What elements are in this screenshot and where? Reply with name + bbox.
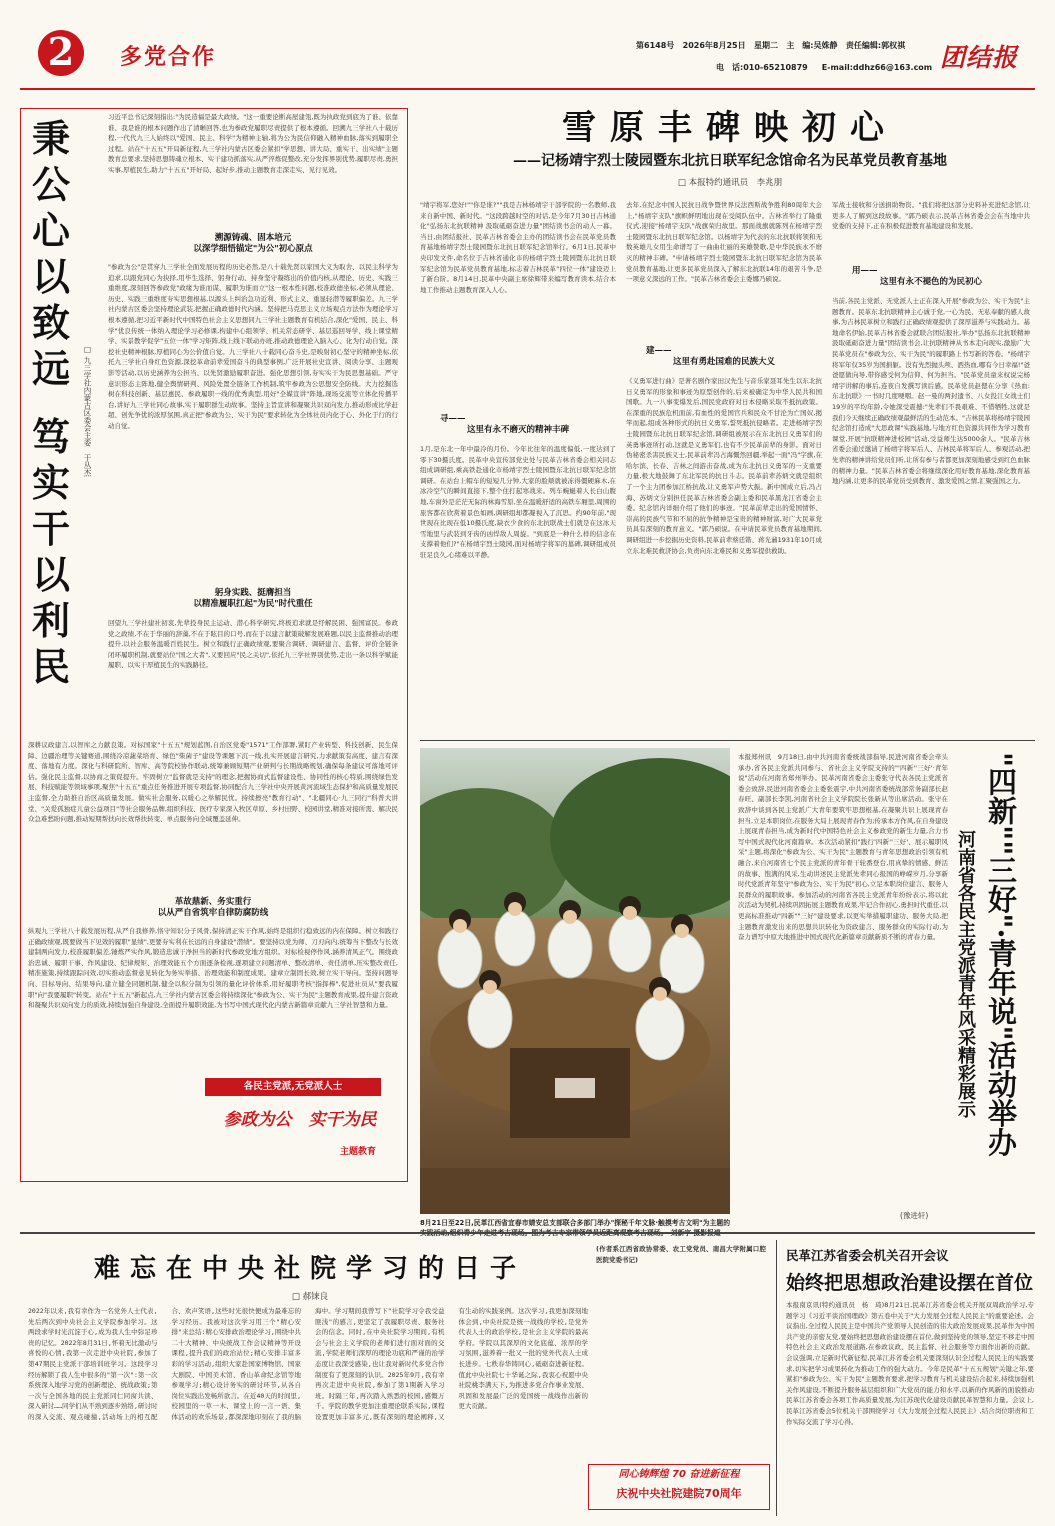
editor: 主 编:吴姝静: [786, 41, 838, 50]
email: E-mail:ddhz66@163.com: [821, 63, 933, 72]
divider: [20, 1232, 1035, 1234]
article-1-section-4-tail: [28, 1066, 200, 1174]
theme-banner: [205, 1078, 395, 1170]
article-3-subtitle: 河南省各民主党派青年风采精彩展示: [955, 830, 976, 1118]
column-divider: [776, 1240, 777, 1516]
article-1-title-char: 以: [31, 254, 70, 299]
banner-main-text: 参政为公 实干为民: [223, 1110, 377, 1130]
article-2-col-1-subtitle: 寻—— 这里有永不磨灭的精神丰碑: [440, 414, 569, 435]
article-5-body: 本报南京讯(特约通讯员 杨 琦)8月21日,民革江苏省委会机关开展双周政治学习,专题学习《习近平谈治国理政》第五卷中关于"大力发展全过程人民民主"的重要论述。会议指出,全过程人民民主是中国共产党领导人民创造的伟大政治发展成果,民革作为中国共产党的亲密友党,要始终把思想政治建设摆在首位,做到坚持党的领导,坚定不移走中国特色社会主义政治发展道路,在参政议政、民主监督、社会服务等方面作出新的贡献。会议强调,立足新时代新征程,民革江苏省委会机关要深刻认识全过程人民民主的实践要求,切实把学习成果转化为推动工作的强大动力。今年是民革"十五五规划"关键之年,要紧扣"参政为公、实干为民"主题教育要求,把学习教育与机关建设结合起来,持续加强机关作风建设,不断提升服务基层组织和广大党员的能力和水平,以新的作风新的面貌推动民革江苏省委会各项工作高质量发展,为江苏现代化建设贡献民革智慧和力量。会议上,民革江苏省委会5位机关干部围绕学习《大力发展全过程人民民主》,结合岗位职责和工作实际交流了学习心得。: [786, 1301, 1034, 1426]
article-1-section-2-body: 回望九三学社建社初衷,先辈投身民主运动、潜心科学研究,终极追求就是纾解民困、强国富民。参政党之政绩,不在于华丽的辞藻,不在于眩目的口号,而在于以建言献策破解发展难题,以民主监督推动治理提升,以社会服务温暖百姓民生。树立和践行正确政绩观,要聚合调研、调研建言、监督、评价全链条闭环履职机制,就要站位"国之大者",又要回应"民之关切",依托九三学社界别优势,走出一条以科学赋能履职、以实干厚植民生的实践路径。: [108, 619, 398, 670]
issue-weekday: 星期二: [753, 41, 778, 50]
anniversary-banner: [588, 1464, 770, 1510]
proofreader: 责任编辑:郭权祺: [845, 41, 906, 50]
article-3-body: 本报郑州讯 9月18日,由中共河南省委统战部指导,民进河南省委会牵头承办,省各民主党派共同参与、省社会主义学院支持的"'四新''三好'·青年说"活动在河南省郑州举办。民革河南省委会主委张守代表各民主党派省委会致辞,民进河南省委会主委张震宇,中共河南省委统战部常务副部长赵春旺、副部长李凯,河南省社会主义学院院长张新从等出席活动。张守在致辞中谈到各民主党派广大青年要筑牢思想根基,在凝聚共识上展现青春担当,立足本职岗位,在服务大局上展现青春作为;传承本方作风,在自身建设上展现青春担当,成为新时代中国特色社会主义参政党的新生力量,合力书写中国式现代化河南篇章。本次活动紧扣"践行'四新''三好'、展示履职风采"主题,将深化"参政为公、实干为民"主题教育与青年思想政治引领有机融合,来自河南省七个民主党派的青年骨干轮番登台,用真挚的情感、鲜活的故事、饱满的风采,生动讲述民主党派先辈同心报国的峥嵘岁月,分享新时代党派青年坚守"参政为公、实干为民"初心,立足本职岗位建言、服务人民群众的履职故事。参加活动的河南省各民主党派青年纷纷表示,将以此次活动为契机,持续巩固拓展主题教育成果,牢记合作初心,勇担时代重任,以更高标准推动"四新""三好"建设要求,以更实举措履职建功、服务大局,把主题教育激发出来的思想共识转化为资政建言、服务群众的实际行动,为奋力谱写中原大地推进中国式现代化新篇章贡献新质不断的青春力量。: [738, 753, 948, 942]
masthead-logo: 团结报: [940, 43, 1019, 72]
article-4-author: (作者系江西省政协常委、农工党党员、南昌大学附属口腔医院党委书记): [596, 1245, 766, 1264]
article-2-col-1-intro: "靖宇将军,您好!""你是谁?""我是吉林杨靖宇干部学院的一名教师,我来自新中国、新时代。"这段跨越时空的对话,是今年7月30日吉林通化"弘扬东北抗联精神 汲取砥砺奋进力量"团结读书会的动人一幕。当日,由团结报社、民革吉林省委会主办的团结读书会在民革党员教育基地杨靖宇烈士陵园暨东北抗日联军纪念馆举行。6月1日,民革中央印发文件,命名位于吉林省通化市的杨靖宇烈士陵园暨东北抗日联军纪念馆为民革党员教育基地,标志着吉林民革"四位一体"建设迈上了新台阶。8月14日,民革中央副主席徐辉带来编写教育读本,结合本地工作推动主题教育深入人心。: [420, 201, 616, 294]
page-number: 2: [47, 29, 75, 74]
article-1-section-4-body: 纵观九三学社八十载发展历程,从严自我修养,恪守知识分子风骨,保持清正实干作风,始终是组织行稳致远的内在保障。树立和践行正确政绩观,既要做当下见效的履职"显绩",更要夯实利在长远的自身建设"潜绩"。要坚持以党为师、刀刃向内,统筹当下整改与长效建制两向发力,校准履职偏差,锤炼严实作风,锻造忠诚干净担当的新时代参政党地方组织。对标检视停作风,涵养清风正气。围绕政治忠诚、履职干事、作风建设、纪律规矩、治理效能五个方面逐条检视,逐项建立问题清单、整改清单、责任清单,压实整改责任,精准施策,持续跟踪问效,切实推动监督意见转化为务实举措、治理效能和制度成果。建章立制固长效,树立实干导向。坚持问题导向、目标导向、结果导向,建立健全同题机制,健全以积分制为引领的量化评价体系,用好履职考核"指挥棒",促进社员从"要我履职"向"我要履职"转变。站在"十五五"新起点,九三学社内蒙古区委会将持续深化"参政为公、实干为民"主题教育成果,提升建言资政和凝聚共识双向发力的质效,持续加强自身建设,全面提升履职效能,为书写中国式现代化内蒙古新篇章贡献九三学社智慧和力量。: [28, 927, 398, 1010]
divider: [420, 740, 1035, 741]
article-1-title-char: 秉: [31, 116, 70, 161]
article-1-title-char: 远: [31, 346, 70, 391]
article-4-title: 难忘在中央社院学习的日子: [93, 1254, 526, 1284]
article-4-body: 2022年以来,我有幸作为一名党外人士代表,先后两次到中央社会主义学院参加学习。这两段求学时光沉淀于心,成为我人生中弥足珍贵的记忆。2022年8月31日,怀着无比激动与喜悦的心情,我第一次走进中央社院,参加了第47期民主党派干部培训班学习。这段学习经历解锁了我人生中很多的"第一次":第一次系统深入地学习党的创新理论、统战政策;第一次与全国各地的民主党派同仁同窗共读、深入研讨……同学们从不熟到逐步熟络,研讨时的深入交流、观点碰撞,活动场上的相互配合、欢声笑语,这些时光很快便成为最难忘的学习经历。我被对这次学习用三个"精心安排"来总结:精心安排政治理论学习,围绕中共二十大精神、中央统战工作会议精神等开设课程,提升我们的政治站位;精心安排丰富多彩的学习活动,组织大家赴国家博物馆、国家大剧院、中国美术馆、香山革命纪念馆等地参观学习;精心设计务实的研讨环节,从各自岗位实践出发畅所欲言。在近40天的时间里,校园里的一草一木、课堂上的一言一语、集体活动的欢乐场景,都深深地印刻在了我的脑海中。学习期间我曾写下"社院学习令我受益匪浅"的感言,更坚定了我履职尽责、服务社会的信念。同时,在中央社院学习期间,有机会与社会主义学院的老师们进行面对面的交流,学院老师们深厚的理论功底和严谨的治学态度让我深受感染,也让我对新时代多党合作制度有了更深刻的认识。2025年9月,我有幸再次走进中央社院,参加了第1期新入学习班。时隔三年,再次踏入熟悉的校园,感慨万千。学院的教学更加注重理论联系实际,课程设置更加丰富多元,既有深刻的理论阐释,又有生动的实践案例。这次学习,我更加深刻地体会到,中央社院是统一战线的学校,是党外代表人士的政治学校,是社会主义学院的最高学府。学院以其深厚的文化底蕴、浓厚的学习氛围,滋养着一批又一批的党外代表人士成长进步。七秩春华铸同心,砥砺奋进新征程。值此中央社院七十华诞之际,我衷心祝愿中央社院桃李满天下,为推进多党合作事业发展、巩固和发展最广泛的爱国统一战线作出新的更大贡献。: [28, 1307, 588, 1421]
article-2-col-2-subtitle: 建—— 这里有勇赴国难的民族大义: [646, 346, 775, 367]
article-5-kicker: 民革江苏省委会机关召开会议: [786, 1248, 949, 1263]
photo-illustration: [420, 748, 730, 1214]
article-1-title-char: 笃: [31, 414, 70, 459]
article-2-title: 雪原丰碑映初心: [562, 108, 898, 148]
article-1-section-3-body: 深耕议政建言,以智库之力献良策。对标国家"十五五"规划蓝图,自治区党委"1571"工作部署,紧盯产业转型、科技创新、民生保障、边疆治理等关键赛道,围绕冷凉蔬菜培育、绿色"柴菌子"建设等课题下沉一线,扎实开展建言研究,力求献策有高度、建言有深度、落地有力度。深化与科研院所、智库、高等院校协作联动,统筹兼顾短期产业研判与长期战略规划,确保每条建议可落地可评估。强化民主监督,以协商之策促提升。牢固树立"监督就是支持"的理念,把握协商式监督建设性、协同性的核心特质,围绕绿色发展、科技赋能等领域事项,聚焦"十五五"重点任务推进开展专项监督,协同配合九三学社中央开展黄河流域生态保护和高质量发展民主监督,全力助推自治区高质量发展。做实社会服务,以暖心之举解民忧。持续擦亮"教育行动"、"北疆同心·九三同行"科普大讲堂、"关爱孤独症儿童公益项目"等社会服务品牌,组织科技、医疗专家深入牧区草原、乡村田野、校园讲堂,精准对接所需、解决民众急难愁盼问题,推动短期帮扶向长效帮扶转变、单点服务向全域覆盖延伸。: [28, 741, 398, 824]
issue-date: 2026年8月25日: [682, 41, 746, 50]
article-3-title: "四新""三好"·青年说"活动举办: [984, 752, 1018, 1157]
article-1-title-char: 公: [31, 162, 70, 207]
article-2-byline: □ 本报特约通讯员 李兆朋: [677, 178, 783, 188]
article-2-col-3-intro: 军战士接收和分送捐助物资。"我们将把这部分史料补充进纪念馆,让更多人了解到这段故事。"郭乃硕表示,民革吉林省委会会在当地中共党委的支持下,正在积极促进教育基地建设和发展。: [832, 201, 1030, 231]
article-1-section-1-body: "参政为公"是贯穿九三学社全面发展历程的历史必然,是八十载先贤以家国大义为取舍、以民主科学为追求,以跟党同心为抉择,用毕生选择、躬身行动、持身坚守凝练出的价值内核,从理论、历史、实践三重维度,深刻回答参政党"政缘为谁而谋、履职为谁而立"这一根本性问题,校准政德坐标,必须从理论、历史、实践三重维度夯实思想根基,以源头上纠治急功近利、形式主义、重显轻潜等履职偏差。九三学社内蒙古区委会坚持理论武装,把握正确政德时代内涵。坚持把马克思主义立场观点方法作为理论学习根本遵循,把习近平新时代中国特色社会主义思想同九三学社主题教育有机结合,深化"爱国、民主、科学"优良传统一体纳入理论学习必修课,构建中心组领学、机关常态研学、基层巡回导学、线上课堂精学、实景教学促学"五位一体"学习矩阵,线上线下联动办班,推动政德理论入脑入心、化为行动自觉。深挖社史精神根脉,厚植同心为公价值自觉。九三学社八十载同心奋斗史,是映射初心坚守的精神坐标,依托九三学社自身红色资源,深挖革命前辈爱国奋斗的典型事例,广泛开展社史宣讲、阅读分享、主题观影等活动,以历史涵养为公担当、以先贤激励履职奋进。强化思想引领,夯实实干为民思想基础。严守意识形态主阵地,健全舆情研判、风险处置全链条工作机制,筑牢参政为公思想安全防线。大力挖掘选树在科技创新、基层惠民、参政履职一线的优秀典型,用好"全媒宣讲"阵地,现场交流等立体化传播平台,讲好九三学社同心故事,实干履职群生动故事。坚持主旨宣讲和凝聚共识双向发力,推动形成比学赶超、创先争优的浓厚氛围,真正把"参政为公、实干为民"要求转化为全体社员内化于心、外化于行的行动自觉。: [108, 263, 398, 430]
issue-number: 第6148号: [636, 41, 675, 50]
article-1-title: [28, 116, 74, 690]
article-1-title-char: 实: [31, 460, 70, 505]
article-1-byline: □ 九三学社内蒙古区委会主委 于丛杰: [83, 345, 92, 477]
header-rule: [20, 88, 1035, 90]
article-1-title-char: 心: [31, 208, 70, 253]
banner-top-text: 各民主党派,无党派人士: [205, 1078, 381, 1096]
article-1-section-2-title: 躬身实践、挺膺担当 以精准履职扛起"为民"时代重任: [193, 588, 313, 609]
article-1-intro: 习近平总书记深刻指出:"为民造福是最大政绩。"这一重要论断高屋建瓴,既为执政党到底为了谁、依靠谁、我是谁的根本问题作出了清晰回答,也为参政党履职尽责提供了根本遵循。回溯九三学社八十载历程,一代代九三人始终以"爱国、民主、科学"为精神主轴,将为公为民信仰融入精神血脉,落实到履职全过程。站在"十五五"开局新征程,九三学社内蒙古区委会紧扣"学思想、讲大局、重实干、出实绩"主题教育总要求,坚持思想铸魂立根本、实干建功抓落实,从严淬炼促整改,充分发挥界别优势,履职尽责,勇担实事,厚植民生,助力"十五五"开好局、起好步,推动主题教育走深走实、见行见效。: [108, 113, 398, 174]
article-1-title-char: 民: [31, 644, 70, 689]
archaeology-photo: [420, 748, 730, 1214]
page-header: [0, 0, 1055, 100]
article-2-col-3-subtitle: 用—— 这里有永不褪色的为民初心: [852, 266, 982, 287]
article-1-title-char: 利: [31, 598, 70, 643]
banner-tag: 主题教育: [339, 1147, 376, 1157]
article-1-title-char: 以: [31, 552, 70, 597]
article-1-title-char: 干: [31, 506, 70, 551]
article-2-subtitle: ——记杨靖宇烈士陵园暨东北抗日联军纪念馆命名为民革党员教育基地: [513, 153, 947, 169]
header-line-1: [636, 40, 905, 51]
phone: 电 话:010-65210879: [716, 63, 808, 72]
article-1-title-char: 致: [31, 300, 70, 345]
anniversary-banner-top: 同心铸辉煌 70 奋进新征程: [618, 1469, 740, 1480]
article-4-col-right: [596, 1244, 766, 1454]
article-2-col-1-body: 1月,是东北一年中最冷的月份。今年比往年的温度偏低,一度达到了零下30摄氏度。民革中央宣传部党史处与民革吉林省委会相关同志组成调研组,乘高铁赴通化市杨靖宇烈士陵园暨东北抗日联军纪念馆调研。在站台上帽车的短短几分钟,大家的脸颊就被冻得僵硬麻木,在冰冷空气的瞬间直接下,整个住打起寒战来。列车蜿蜒着人长白山腹地,车窗外是茫茫无际的林海雪原,坐在温暖舒适的高铁车厢里,周围的旅客都在欣赏着景色如画,调研组却都凝视入了沉思。约90年前,"现世现在比现在低10摄氏度,缺衣少食的东北抗联战士们就是在这冰天雪地里与武装到牙齿的凶悍敌人周旋。"到底是一种什么样的信念在支撑着他们?"在杨靖宇烈士陵园,面对杨靖宇将军的墓碑,调研组成员驻足良久,心绪难以平静。: [420, 445, 616, 559]
header-line-2: [716, 62, 932, 73]
article-2-col-2-body: 《义勇军进行曲》是著名剧作家田汉先生与音乐家聂耳先生以东北抗日义勇军的形象和事迹为原型创作的,后来被确定为中华人民共和国国歌。九一八事变爆发后,国民党政府对日本侵略采取不抵抗政策。在深重的民族危机面前,有血性的爱国官兵和民众不甘沦为亡国奴,揭竿而起,组成各种形式的抗日义勇军,誓死抵抗侵略者。走进杨靖宇烈士陵园暨东北抗日联军纪念馆,调研组被展示在东北抗日义勇军们的英勇事迹所打动,这就是义勇军们,也有不少民革前辈的身影。面对日伪秘密杀害民族义士,民革前辈冯占海慨然回疆,举起一面"冯"字旗,在哈尔滨、长春、吉林之间游击奋战,成为东北抗日义勇军的一支重要力量,极大地鼓舞了东北军民的抗日斗志。民革前辈苏炳文就是组织了一个主力团参加江桥抗战,让义勇军声势大振。新中国成立后,冯占海、苏炳文分别担任民革吉林省委会副主委和民革黑龙江省委会主委。纪念馆内详细介绍了他们的事迹。"民革前辈走出的爱国情怀、崇高的民族气节和不屈的抗争精神是宝贵的精神财富,对广大民革党员具有深刻的教育意义。"郭乃硕说。在申请民革党员教育基地期间,调研组进一步挖掘历史资料,民革前辈蔡廷锴、蒋光鼐1931年10月成立东北难民救济协会,负责向东北难民和义勇军提供救助。: [626, 377, 822, 555]
article-1-section-4-title: 革故鼎新、务实重行 以从严自省筑牢自律防腐防线: [157, 897, 269, 918]
article-1-section-1-title: 溯源铸魂、固本培元 以深学细悟锚定"为公"初心原点: [193, 233, 313, 254]
photo-caption: 8月21日至22日,民革江西省宜春市婧安总支部联合多部门举办"探秘千年文脉·触摸考古文明"为主题的实践活动,组织青少年走进考古现场。图为考古专家带领学员近距离观察考古现场。 刘新宇 摄影报道: [420, 1219, 730, 1237]
article-3-author: (豫进轩): [900, 1211, 929, 1220]
article-5-title: 始终把思想政治建设摆在首位: [786, 1272, 1034, 1294]
article-2-col-3-body: 当前,各民主党派、无党派人士正在深入开展"参政为公、实干为民"主题教育。民革东北抗联精神主心诚于党,一心为民、无私奉献的感人故事,为吉林民革树立和践行正确政绩观提供了深厚滋养与实践动力。基地命名伊始,民革吉林省委会就联合团结报社,举办"弘扬东北抗联精神 汲取砥砺奋进力量"团结读书会,让抗联精神从书本走向现实,激励广大民革党员在"参政为公、实干为民"的履职路上书写新的答卷。"杨靖宇将军年仅35岁为国捐躯。没有先烈抛头颅、洒热血,哪有今日幸福!"爸爸愿做向导,带你感受何为信仰、何为担当。"民革党员童来权说完杨靖宇讲解的事后,连夜自发撰写读后感。民革党员赵偲在分享《热血:东北抗联》一书时几度哽咽。赵一曼的两封遗书、八女投江女战士们19岁的平均年龄,令她深受震撼:"先辈们不畏艰难、不惜牺牲,这就是我们今天继续正确政绩观最鲜活的生动范本。"吉林民革将杨靖宇陵园纪念馆打造成"大思政课"实践基地,与地方红色资源共同作为学习教育课堂,开展"抗联精神进校园"活动,受益师生达5000余人。"民革吉林省委会通过邀请了杨靖宇将军后人、吉林民革将军后人、参观活动,把先辈的精神讲给党员们听,让所有参与者都更加深刻地感受到红色血脉的精神力量。"民革吉林省委会将继续深化用好教育基地,深化教育基地内涵,让更多的民革党员受到教育、激发爱国之情,汇聚强国之力。: [832, 297, 1030, 486]
article-2-col-2-intro: 去年,在纪念中国人民抗日战争暨世界反法西斯战争胜利80周年大会上,"杨靖宇支队"旗帜鲜明地出现在受阅队伍中。吉林省举行了隆重仪式,迎接"杨靖宇支队"战旗荣归故里。那面战旗就陈列在杨靖宇烈士陵园暨东北抗日联军纪念馆。以杨靖宇为代表的东北抗联将领和无数英雄儿女用生命谱写了一曲曲壮丽的英雄赞歌,是中华民族永不磨灭的精神丰碑。"申请杨靖宇烈士陵园暨东北抗日联军纪念馆为民革党员教育基地,让更多民革党员深入了解东北抗联14年的艰苦斗争,是一项意义深远的工作。"民革吉林省委会主委娜乃硕说。: [626, 201, 822, 284]
article-4-byline: □ 郝铼良: [291, 1292, 329, 1302]
anniversary-banner-bottom: 庆祝中央社院建院70周年: [616, 1487, 742, 1500]
section-title: 多党合作: [120, 44, 217, 70]
